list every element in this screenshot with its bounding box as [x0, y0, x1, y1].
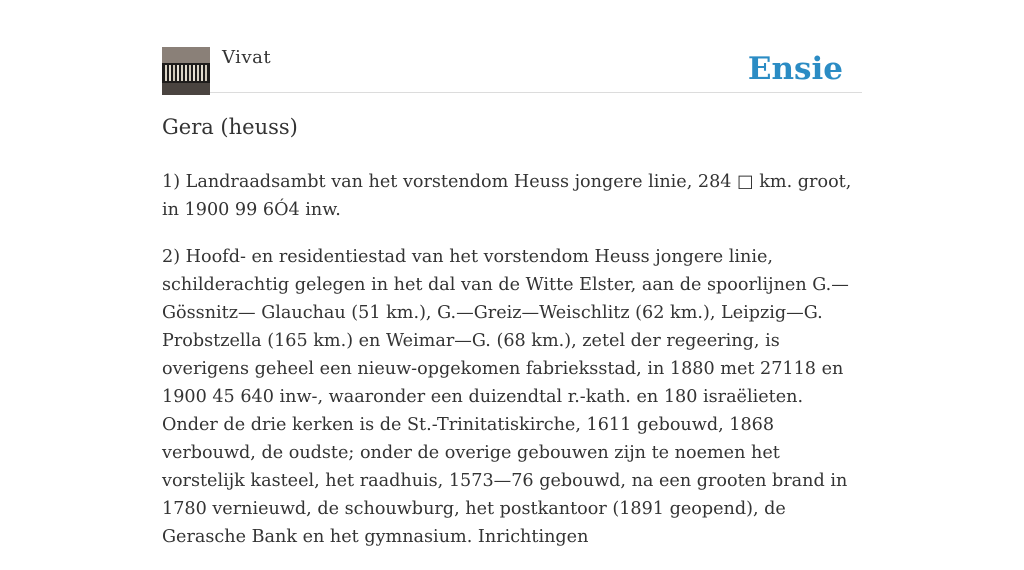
brand-logo[interactable]: Ensie — [747, 51, 843, 87]
header — [162, 46, 862, 93]
source-avatar[interactable] — [162, 47, 210, 95]
article-body — [162, 168, 862, 570]
definition-paragraph-2: 2) Hoofd- en residentiestad van het vorstendom Heuss jongere linie, schilderachtig gelegen in het dal van de Witte Elster, aan de spoorlijnen G.—Gössnitz— Glauchau (51 km.), G.—Greiz—Weischlitz (62 km.), Leipzig—G. Probstzella (165 km.) en Weimar—G. (68 km.), zetel der regeering, is overigens geheel een nieuw-opgekomen fabrieksstad, in 1880 met 27118 en 1900 45 640 inw-, waaronder een duizendtal r.-kath. en 180 israëlieten. Onder de drie kerken is de St.-Trinitatiskirche, 1611 gebouwd, 1868 verbouwd, de oudste; onder de overige gebouwen zijn te noemen het vorstelijk kasteel, het raadhuis, 1573—76 gebouwd, na een grooten brand in 1780 vernieuwd, de schouwburg, het postkantoor (1891 geopend), de Gerasche Bank en het gymnasium. Inrichtingen — [162, 247, 849, 547]
definition-paragraph-1: 1) Landraadsambt van het vorstendom Heuss jongere linie, 284 □ km. groot, in 1900 99 6Ó4 inw. — [162, 172, 852, 220]
article-title: Gera (heuss) — [162, 115, 298, 139]
books-image — [162, 47, 210, 95]
source-name[interactable]: Vivat — [222, 47, 272, 68]
